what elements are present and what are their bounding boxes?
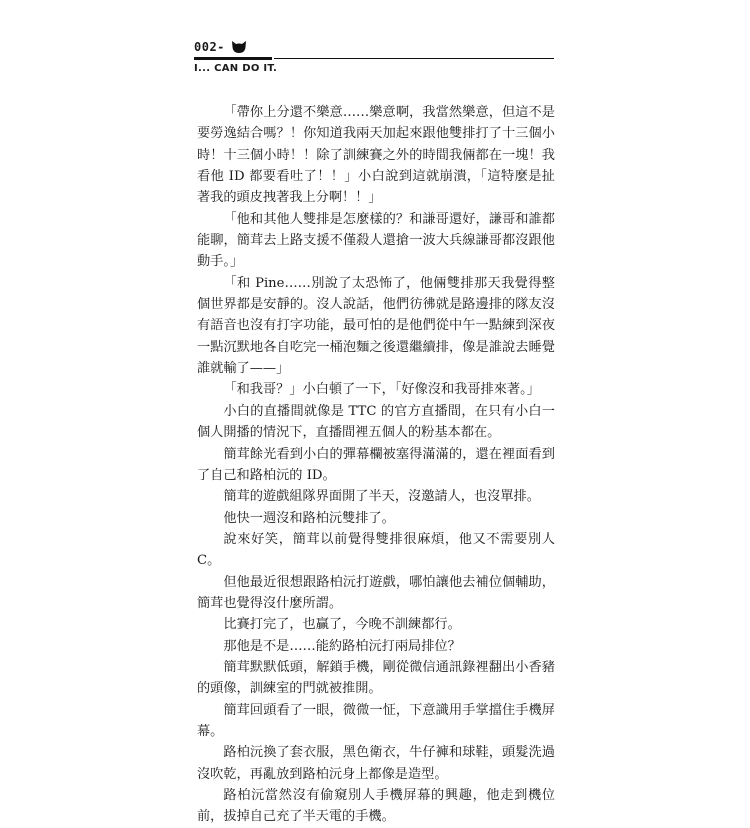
paragraph: 路柏沅換了套衣服，黑色衛衣，牛仔褲和球鞋，頭髮洗過沒吹乾，再亂放到路柏沅身上都像是造型。	[197, 745, 555, 782]
paragraph: 路柏沅當然沒有偷窺別人手機屏幕的興趣，他走到機位前，拔掉自己充了半天電的手機。	[197, 788, 555, 825]
paragraph: 「和 Pine……別說了太恐怖了，他倆雙排那天我覺得整個世界都是安靜的。沒人說話，他們彷彿就是路邊排的隊友沒有語音也沒有打字功能，最可怕的是他們從中午一點練到深夜一點沉默地各自吃完一桶泡麵之後還繼續排，像是誰說去睡覺誰就輸了——」	[197, 275, 555, 377]
paragraph: 比賽打完了，也贏了，今晚不訓練都行。	[223, 617, 461, 633]
paragraph: 「帶你上分還不樂意……樂意啊，我當然樂意，但這不是要勞逸結合嗎？！你知道我兩天加起來跟他雙排打了十三個小時！十三個小時！！除了訓練賽之外的時間我倆都在一塊！我看他 ID 都要看吐了！！」小白說到這就崩潰，「這特麼是扯著我的頭皮拽著我上分啊！！」	[197, 105, 555, 206]
paragraph: 簡茸默默低頭，解鎖手機，剛從微信通訊錄裡翻出小香豬的頭像，訓練室的門就被推開。	[197, 659, 555, 697]
rule-thin	[274, 58, 554, 59]
paragraph: 「和我哥？」小白頓了一下，「好像沒和我哥排來著。」	[223, 382, 540, 398]
page-number: 002-	[194, 40, 225, 54]
paragraph: 說來好笑，簡茸以前覺得雙排很麻煩，他又不需要別人 C。	[197, 531, 555, 569]
page-header	[194, 40, 554, 74]
paragraph: 但他最近很想跟路柏沅打遊戲，哪怕讓他去補位個輔助，簡茸也覺得沒什麼所謂。	[197, 574, 555, 611]
header-tagline: I... CAN DO IT.	[194, 63, 278, 74]
paragraph: 簡茸回頭看了一眼，微微一怔，下意識用手掌擋住手機屏幕。	[197, 702, 555, 739]
paragraph: 簡茸的遊戲組隊界面開了半天，沒邀請人，也沒單排。	[223, 489, 540, 505]
paragraph: 那他是不是……能約路柏沅打兩局排位？	[223, 638, 461, 654]
paragraph: 小白的直播間就像是 TTC 的官方直播間，在只有小白一個人開播的情況下，直播間裡五個人的粉基本都在。	[197, 403, 555, 441]
paragraph: 簡茸餘光看到小白的彈幕欄被塞得滿滿的，還在裡面看到了自己和路柏沅的 ID。	[197, 446, 555, 483]
body-text	[197, 102, 555, 828]
paragraph: 「他和其他人雙排是怎麼樣的？和謙哥還好，謙哥和誰都能聊，簡茸去上路支援不僅殺人還搶一波大兵線謙哥都沒跟他動手。」	[197, 211, 555, 270]
cat-head-icon	[231, 40, 247, 54]
page-number-row	[194, 40, 554, 54]
header-rule	[194, 57, 554, 60]
rule-thick	[194, 57, 272, 60]
paragraph: 他快一週沒和路柏沅雙排了。	[223, 510, 395, 526]
